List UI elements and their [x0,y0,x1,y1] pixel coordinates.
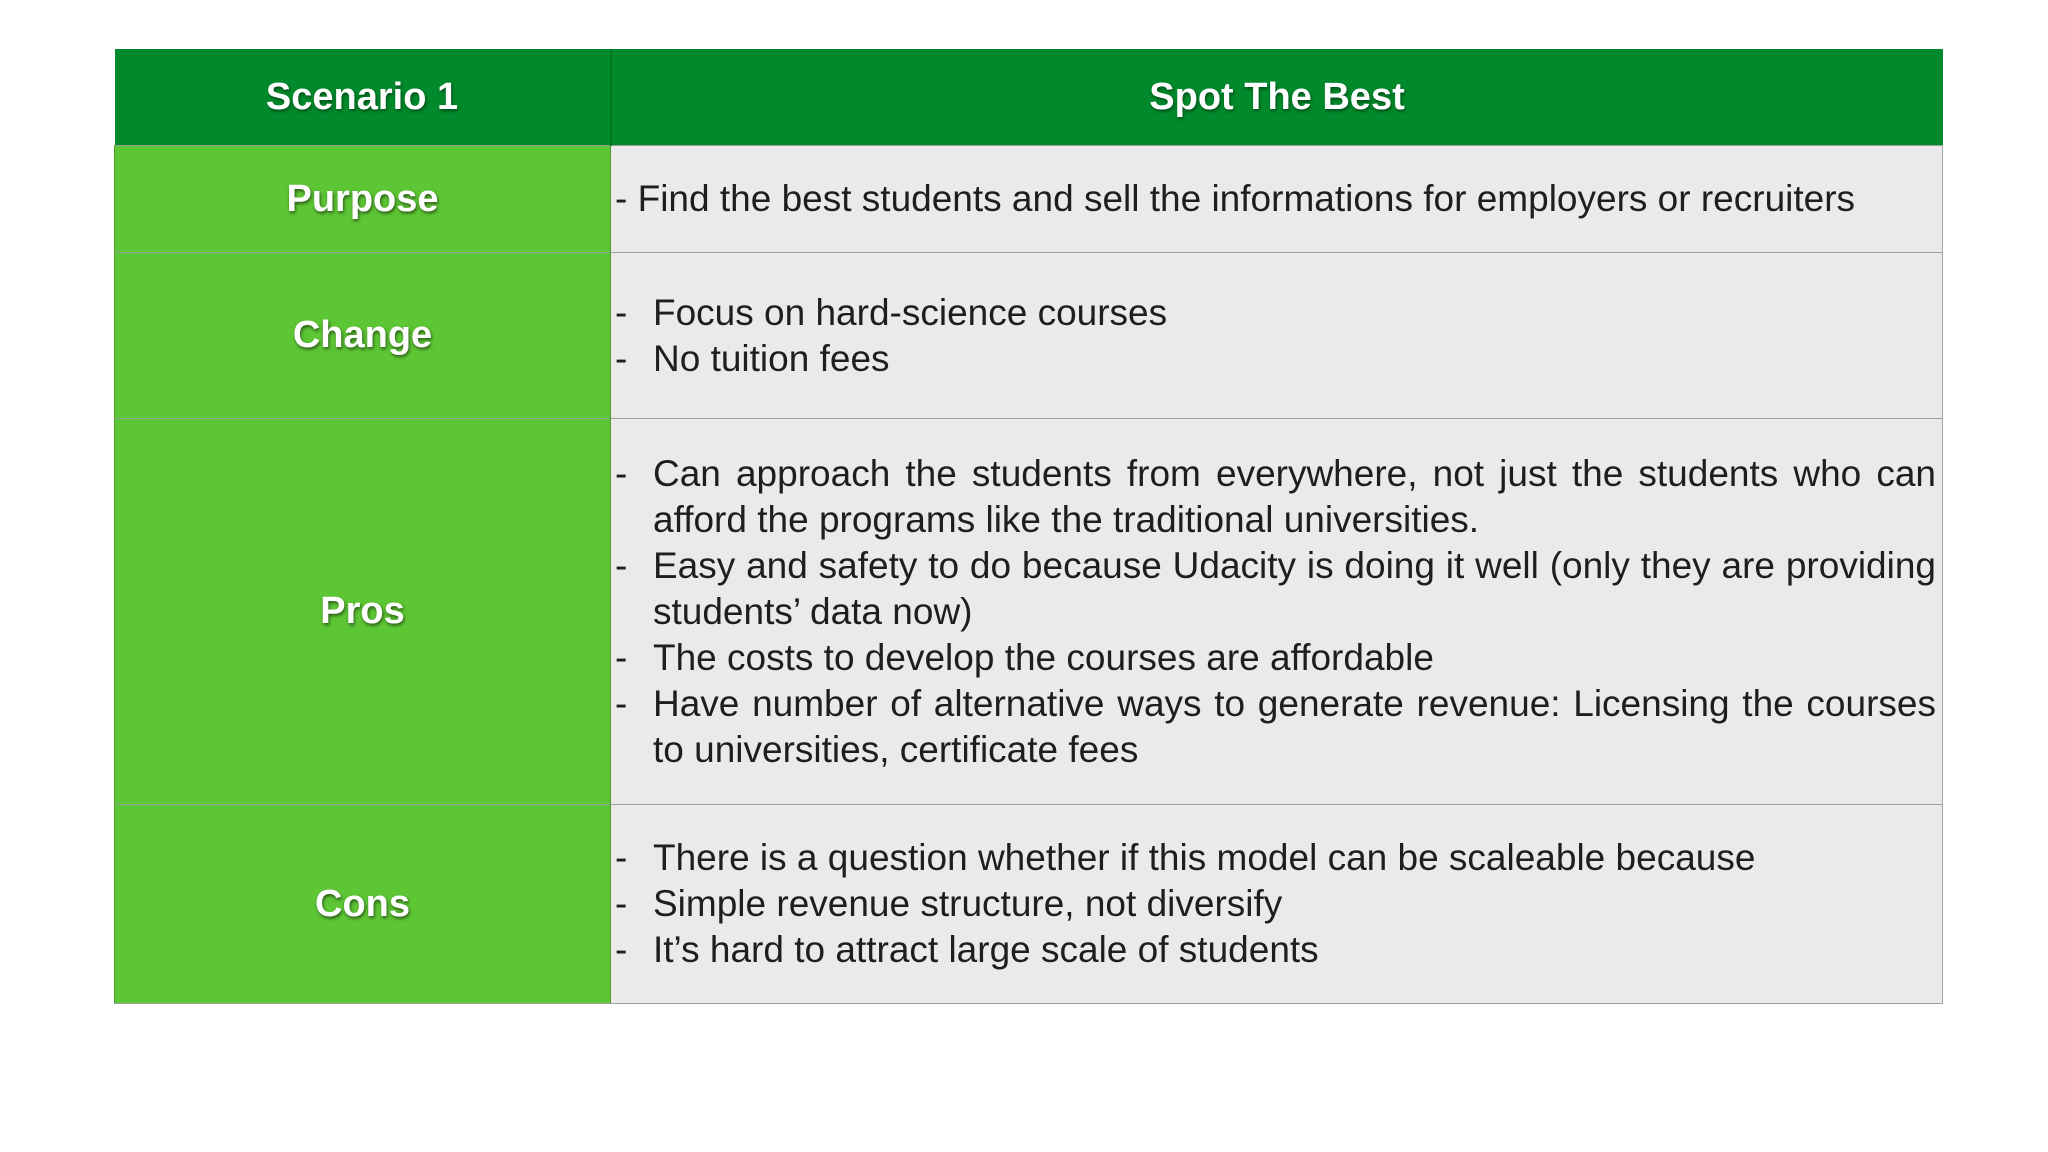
row-purpose [115,146,1943,253]
scenario-table [114,49,1943,1004]
dash-marker: - [615,929,628,970]
content-cons [611,805,1943,1004]
dash-marker: - [615,544,628,586]
list-item: - It’s hard to attract large scale of students [611,927,1936,973]
change-list [611,290,1942,382]
row-change [115,253,1943,419]
pros-list [611,451,1942,773]
list-item: - Can approach the students from everywhere, not just the students who can afford the programs like the traditional universities. [615,452,1936,540]
list-item: - Have number of alternative ways to generate revenue: Licensing the courses to universities, certificate fees [615,682,1936,770]
label-cons: Cons [115,805,611,1004]
row-pros [115,419,1943,805]
content-pros [611,419,1943,805]
purpose-text: - Find the best students and sell the informations for employers or recruiters [615,178,1856,219]
header-row [115,49,1943,146]
list-item: - Simple revenue structure, not diversify [611,881,1936,927]
header-scenario: Scenario 1 [115,49,611,146]
label-pros: Pros [115,419,611,805]
dash-marker: - [615,883,628,924]
cons-list [611,835,1942,973]
dash-marker: - [615,452,628,494]
list-item: - The costs to develop the courses are affordable [611,635,1936,681]
header-title: Spot The Best [611,49,1943,146]
list-item: - Focus on hard-science courses [611,290,1936,336]
dash-marker: - [615,636,628,678]
content-change [611,253,1943,419]
label-change: Change [115,253,611,419]
dash-marker: - [615,337,628,379]
list-item: - No tuition fees [611,336,1936,382]
label-purpose: Purpose [115,146,611,253]
dash-marker: - [615,837,628,878]
content-purpose [611,146,1943,253]
dash-marker: - [615,682,628,724]
dash-marker: - [615,291,628,333]
row-cons [115,805,1943,1004]
list-item: - Easy and safety to do because Udacity is doing it well (only they are providing students’ data now) [615,544,1936,632]
list-item: - There is a question whether if this model can be scaleable because [611,835,1936,881]
